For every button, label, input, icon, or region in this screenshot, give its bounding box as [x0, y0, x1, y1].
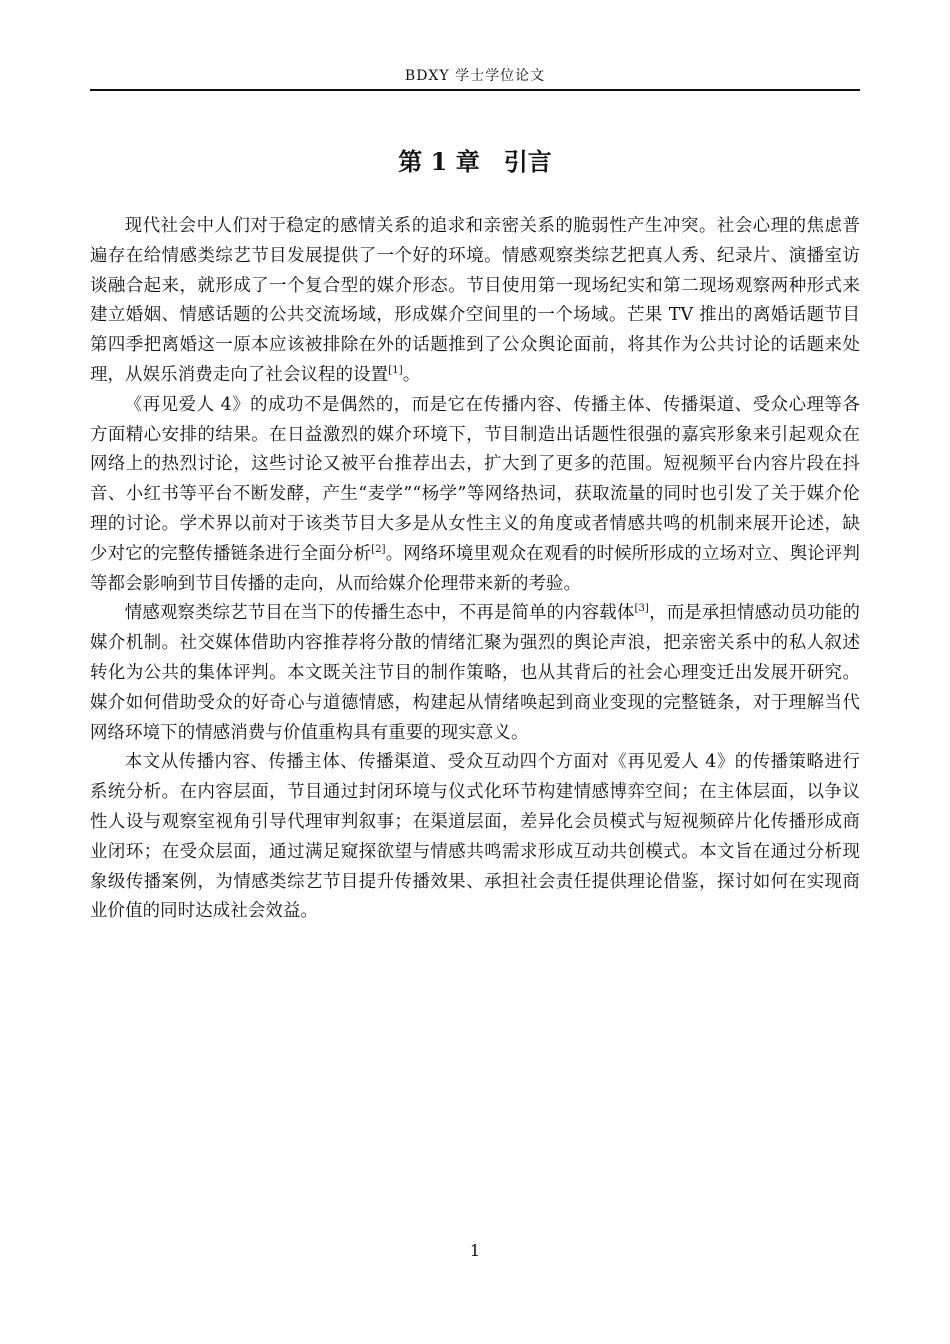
paragraph-text: ，而是承担情感动员功能的媒介机制。社交媒体借助内容推荐将分散的情绪汇聚为强烈的舆论声浪，把亲密关系中的私人叙述转化为公共的集体评判。本文既关注节目的制作策略，也从其背后的社会心理变迁出发展开研究。媒介如何借助受众的好奇心与道德情感，构建起从情绪唤起到商业变现的完整链条，对于理解当代网络环境下的情感消费与价值重构具有重要的现实意义。	[90, 603, 860, 743]
paragraph-text: 情感观察类综艺节目在当下的传播生态中，不再是简单的内容载体	[124, 603, 635, 624]
citation-marker: [2]	[371, 543, 386, 555]
paragraph-text: 。	[402, 364, 421, 385]
chapter-number: 第 1 章	[398, 147, 480, 176]
chapter-title	[90, 144, 860, 180]
chapter-title-text: 引言	[503, 147, 552, 176]
paragraph-4	[90, 748, 860, 927]
paragraph-text: 。网络环境里观众在观看的时候所形成的立场对立、舆论评判等都会影响到节目传播的走向，从而给媒介伦理带来新的考验。	[90, 543, 860, 594]
running-header: BDXY 学士学位论文	[404, 68, 546, 84]
paragraph-3	[90, 599, 860, 748]
paragraph-2	[90, 391, 860, 600]
citation-marker: [1]	[388, 365, 403, 377]
paragraph-text: 《再见爱人 4》的成功不是偶然的，而是它在传播内容、传播主体、传播渠道、受众心理等各方面精心安排的结果。在日益激烈的媒介环境下，节目制造出话题性很强的嘉宾形象来引起观众在网络上的热烈讨论，这些讨论又被平台推荐出去，扩大到了更多的范围。短视频平台内容片段在抖音、小红书等平台不断发酵，产生“麦学”“杨学”等网络热词，获取流量的同时也引发了关于媒介伦理的讨论。学术界以前对于该类节目大多是从女性主义的角度或者情感共鸣的机制来展开论述，缺少对它的完整传播链条进行全面分析	[90, 394, 860, 564]
paragraph-1	[90, 212, 860, 391]
body-text	[90, 212, 860, 927]
citation-marker: [3]	[634, 603, 650, 615]
paragraph-text: 本文从传播内容、传播主体、传播渠道、受众互动四个方面对《再见爱人 4》的传播策略进行系统分析。在内容层面，节目通过封闭环境与仪式化环节构建情感博弈空间；在主体层面，以争议性人设与观察室视角引导代理审判叙事；在渠道层面，差异化会员模式与短视频碎片化传播形成商业闭环；在受众层面，通过满足窥探欲望与情感共鸣需求形成互动共创模式。本文旨在通过分析现象级传播案例，为情感类综艺节目提升传播效果、承担社会责任提供理论借鉴，探讨如何在实现商业价值的同时达成社会效益。	[90, 752, 860, 922]
header-rule	[90, 89, 860, 91]
paragraph-text: 现代社会中人们对于稳定的感情关系的追求和亲密关系的脆弱性产生冲突。社会心理的焦虑普遍存在给情感类综艺节目发展提供了一个好的环境。情感观察类综艺把真人秀、纪录片、演播室访谈融合起来，就形成了一个复合型的媒介形态。节目使用第一现场纪实和第二现场观察两种形式来建立婚姻、情感话题的公共交流场域，形成媒介空间里的一个场域。芒果 TV 推出的离婚话题节目第四季把离婚这一原本应该被排除在外的话题推到了公众舆论面前，将其作为公共讨论的话题来处理，从娱乐消费走向了社会议程的设置	[90, 216, 860, 385]
page-number: 1	[469, 1241, 481, 1260]
